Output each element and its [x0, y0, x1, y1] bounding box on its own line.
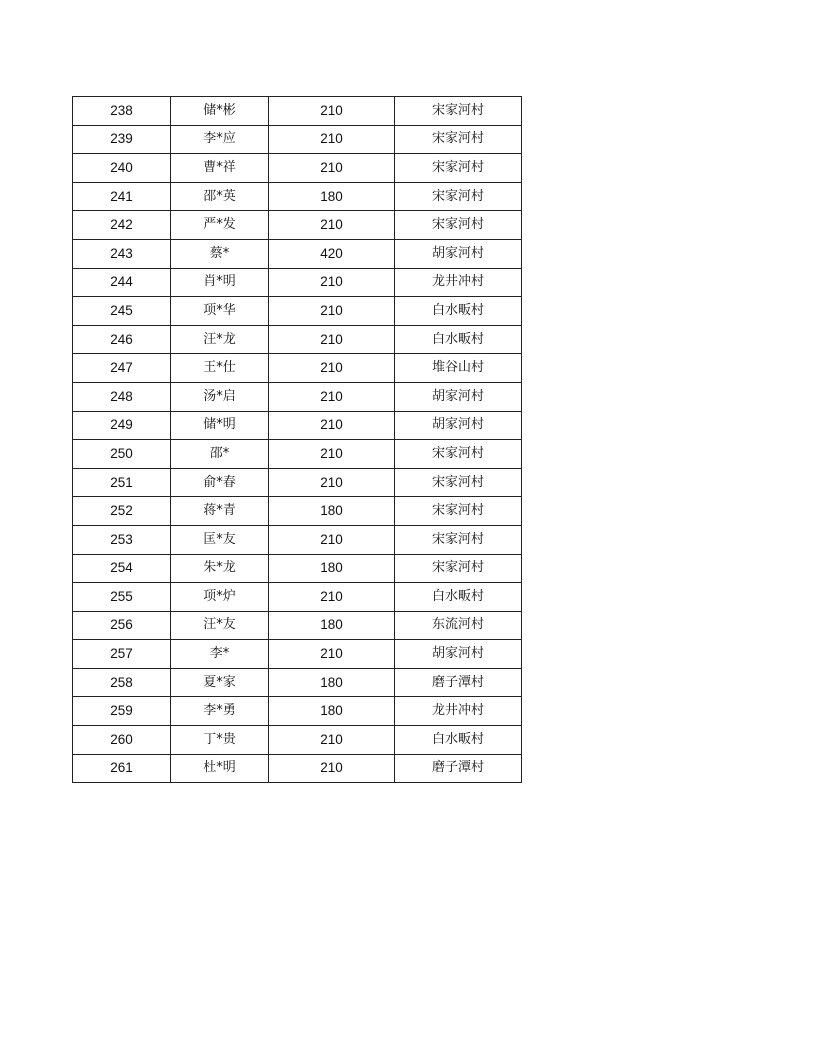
cell-village: 宋家河村 — [395, 468, 522, 497]
cell-number: 258 — [73, 668, 171, 697]
cell-amount: 210 — [269, 97, 395, 126]
cell-amount: 210 — [269, 211, 395, 240]
table-row — [73, 325, 522, 354]
cell-number: 251 — [73, 468, 171, 497]
cell-amount: 210 — [269, 468, 395, 497]
cell-village: 胡家河村 — [395, 640, 522, 669]
cell-name: 蔡* — [171, 239, 269, 268]
cell-number: 238 — [73, 97, 171, 126]
cell-name: 丁*贵 — [171, 726, 269, 755]
cell-number: 260 — [73, 726, 171, 755]
cell-village: 宋家河村 — [395, 154, 522, 183]
table-row — [73, 125, 522, 154]
cell-amount: 210 — [269, 268, 395, 297]
cell-village: 白水畈村 — [395, 583, 522, 612]
cell-village: 白水畈村 — [395, 726, 522, 755]
cell-name: 俞*春 — [171, 468, 269, 497]
table-row — [73, 268, 522, 297]
cell-name: 李*勇 — [171, 697, 269, 726]
cell-name: 曹*祥 — [171, 154, 269, 183]
cell-number: 239 — [73, 125, 171, 154]
table-row — [73, 726, 522, 755]
cell-village: 白水畈村 — [395, 325, 522, 354]
cell-name: 邵*英 — [171, 182, 269, 211]
cell-name: 汪*龙 — [171, 325, 269, 354]
cell-village: 磨子潭村 — [395, 754, 522, 783]
table-row — [73, 411, 522, 440]
cell-number: 246 — [73, 325, 171, 354]
cell-number: 240 — [73, 154, 171, 183]
table-row — [73, 611, 522, 640]
cell-village: 宋家河村 — [395, 554, 522, 583]
cell-number: 241 — [73, 182, 171, 211]
cell-number: 249 — [73, 411, 171, 440]
cell-amount: 210 — [269, 125, 395, 154]
cell-number: 255 — [73, 583, 171, 612]
cell-number: 257 — [73, 640, 171, 669]
cell-village: 磨子潭村 — [395, 668, 522, 697]
cell-amount: 210 — [269, 325, 395, 354]
cell-name: 汤*启 — [171, 382, 269, 411]
cell-village: 胡家河村 — [395, 411, 522, 440]
table-row — [73, 697, 522, 726]
table-row — [73, 468, 522, 497]
cell-name: 李* — [171, 640, 269, 669]
cell-village: 宋家河村 — [395, 440, 522, 469]
cell-amount: 210 — [269, 754, 395, 783]
table-row — [73, 583, 522, 612]
cell-number: 254 — [73, 554, 171, 583]
cell-name: 汪*友 — [171, 611, 269, 640]
cell-amount: 210 — [269, 354, 395, 383]
table-row — [73, 211, 522, 240]
cell-name: 项*华 — [171, 297, 269, 326]
cell-village: 宋家河村 — [395, 211, 522, 240]
table-row — [73, 640, 522, 669]
cell-name: 杜*明 — [171, 754, 269, 783]
cell-village: 胡家河村 — [395, 239, 522, 268]
cell-amount: 420 — [269, 239, 395, 268]
cell-village: 龙井冲村 — [395, 268, 522, 297]
cell-name: 李*应 — [171, 125, 269, 154]
cell-name: 肖*明 — [171, 268, 269, 297]
cell-number: 245 — [73, 297, 171, 326]
cell-name: 严*发 — [171, 211, 269, 240]
cell-number: 247 — [73, 354, 171, 383]
cell-amount: 210 — [269, 154, 395, 183]
table-row — [73, 97, 522, 126]
cell-village: 宋家河村 — [395, 182, 522, 211]
cell-amount: 210 — [269, 382, 395, 411]
table-row — [73, 382, 522, 411]
cell-name: 匡*友 — [171, 525, 269, 554]
cell-number: 252 — [73, 497, 171, 526]
cell-name: 夏*家 — [171, 668, 269, 697]
table-row — [73, 239, 522, 268]
table-row — [73, 154, 522, 183]
cell-name: 项*炉 — [171, 583, 269, 612]
table-row — [73, 182, 522, 211]
cell-amount: 180 — [269, 554, 395, 583]
cell-amount: 180 — [269, 697, 395, 726]
cell-village: 胡家河村 — [395, 382, 522, 411]
cell-village: 白水畈村 — [395, 297, 522, 326]
data-table — [72, 96, 522, 783]
cell-amount: 210 — [269, 525, 395, 554]
table-body — [73, 97, 522, 783]
cell-number: 256 — [73, 611, 171, 640]
cell-number: 243 — [73, 239, 171, 268]
cell-amount: 180 — [269, 182, 395, 211]
cell-amount: 210 — [269, 411, 395, 440]
cell-amount: 180 — [269, 668, 395, 697]
cell-village: 堆谷山村 — [395, 354, 522, 383]
cell-number: 261 — [73, 754, 171, 783]
table-row — [73, 668, 522, 697]
cell-amount: 210 — [269, 640, 395, 669]
cell-amount: 180 — [269, 611, 395, 640]
cell-amount: 210 — [269, 440, 395, 469]
cell-name: 朱*龙 — [171, 554, 269, 583]
cell-amount: 210 — [269, 726, 395, 755]
cell-amount: 180 — [269, 497, 395, 526]
cell-name: 储*明 — [171, 411, 269, 440]
cell-name: 邵* — [171, 440, 269, 469]
cell-amount: 210 — [269, 297, 395, 326]
cell-village: 宋家河村 — [395, 125, 522, 154]
table-row — [73, 440, 522, 469]
table-row — [73, 354, 522, 383]
table-row — [73, 754, 522, 783]
cell-name: 王*仕 — [171, 354, 269, 383]
cell-name: 储*彬 — [171, 97, 269, 126]
cell-village: 龙井冲村 — [395, 697, 522, 726]
cell-village: 宋家河村 — [395, 525, 522, 554]
cell-number: 244 — [73, 268, 171, 297]
cell-number: 242 — [73, 211, 171, 240]
cell-number: 248 — [73, 382, 171, 411]
cell-village: 宋家河村 — [395, 497, 522, 526]
table-row — [73, 525, 522, 554]
cell-number: 250 — [73, 440, 171, 469]
table-row — [73, 297, 522, 326]
cell-name: 蒋*青 — [171, 497, 269, 526]
table-row — [73, 497, 522, 526]
table-row — [73, 554, 522, 583]
cell-amount: 210 — [269, 583, 395, 612]
cell-village: 东流河村 — [395, 611, 522, 640]
cell-number: 259 — [73, 697, 171, 726]
cell-village: 宋家河村 — [395, 97, 522, 126]
cell-number: 253 — [73, 525, 171, 554]
